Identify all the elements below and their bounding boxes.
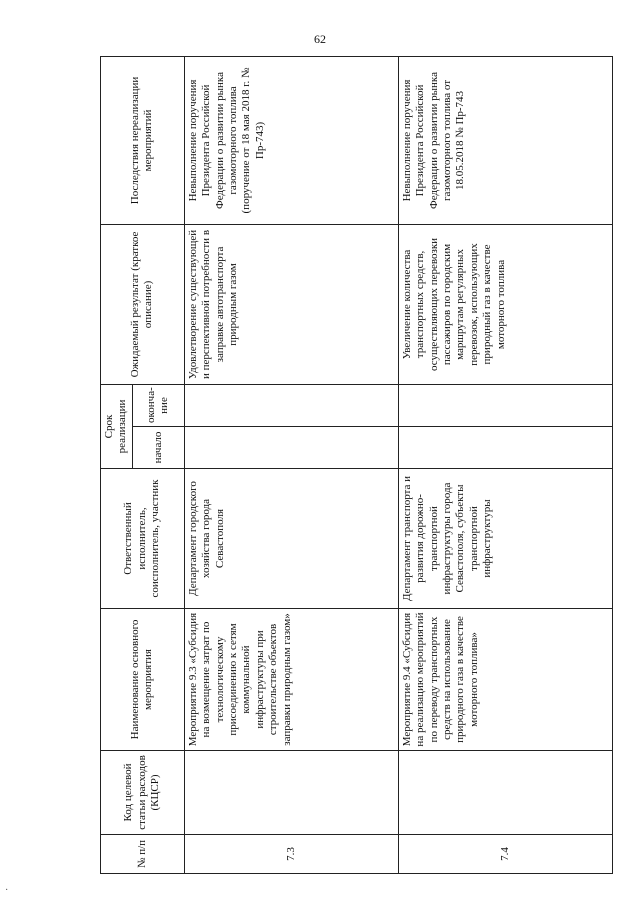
row-name: Мероприятие 9.4 «Субсидия на реализацию мероприятий по переводу транспортных средств на использование природного газа в качестве моторного топлива» [398,609,612,751]
header-term-end: оконча-ние [132,384,184,426]
row-name: Мероприятие 9.3 «Субсидия на возмещение затрат по технологическому присоединению к сетям коммунальной инфраструктуры при строительстве объектов заправки природным газом» [184,609,398,751]
table-row [184,56,398,873]
table-row [398,56,612,873]
scan-artifact-dot: · [5,885,9,896]
header-num: № п/п [101,835,185,874]
row-start [184,427,398,469]
header-term: Срок реализации [101,384,133,468]
header-consequences: Последствия нереализации мероприятий [101,56,185,224]
row-end [184,384,398,426]
row-start [398,427,612,469]
row-num: 7.3 [184,835,398,874]
header-code: Код целевой статьи расходов (КЦСР) [101,751,185,835]
row-result: Увеличение количества транспортных средств, осуществляющих перевозки пассажиров по городским маршрутам регулярных перевозок, использующих природный газ в качестве моторного топлива [398,224,612,384]
row-end [398,384,612,426]
page-number: 62 [314,32,326,46]
row-code [184,751,398,835]
header-term-start: начало [132,427,184,469]
row-result: Удовлетворение существующей и перспективной потребности в заправке автотранспорта природным газом [184,224,398,384]
row-num: 7.4 [398,835,612,874]
row-executor: Департамент городского хозяйства города Севастополя [184,469,398,609]
measures-table [100,56,613,874]
row-executor: Департамент транспорта и развития дорожно-транспортной инфраструктуры города Севастополя, субъекты транспортной инфраструктуры [398,469,612,609]
header-name: Наименование основного мероприятия [101,609,185,751]
row-consequences: Невыполнение поручения Президента Российской Федерации о развитии рынка газомоторного топлива (поручение от 18 мая 2018 г. № Пр-743) [184,56,398,224]
header-result: Ожидаемый результат (краткое описание) [101,224,185,384]
header-executor: Ответственный исполнитель, соисполнитель, участник [101,469,185,609]
table-header [101,56,185,873]
rotated-table-container [100,57,610,874]
row-code [398,751,612,835]
row-consequences: Невыполнение поручения Президента Российской Федерации о развитии рынка газомоторного топлива от 18.05.2018 № Пр-743 [398,56,612,224]
